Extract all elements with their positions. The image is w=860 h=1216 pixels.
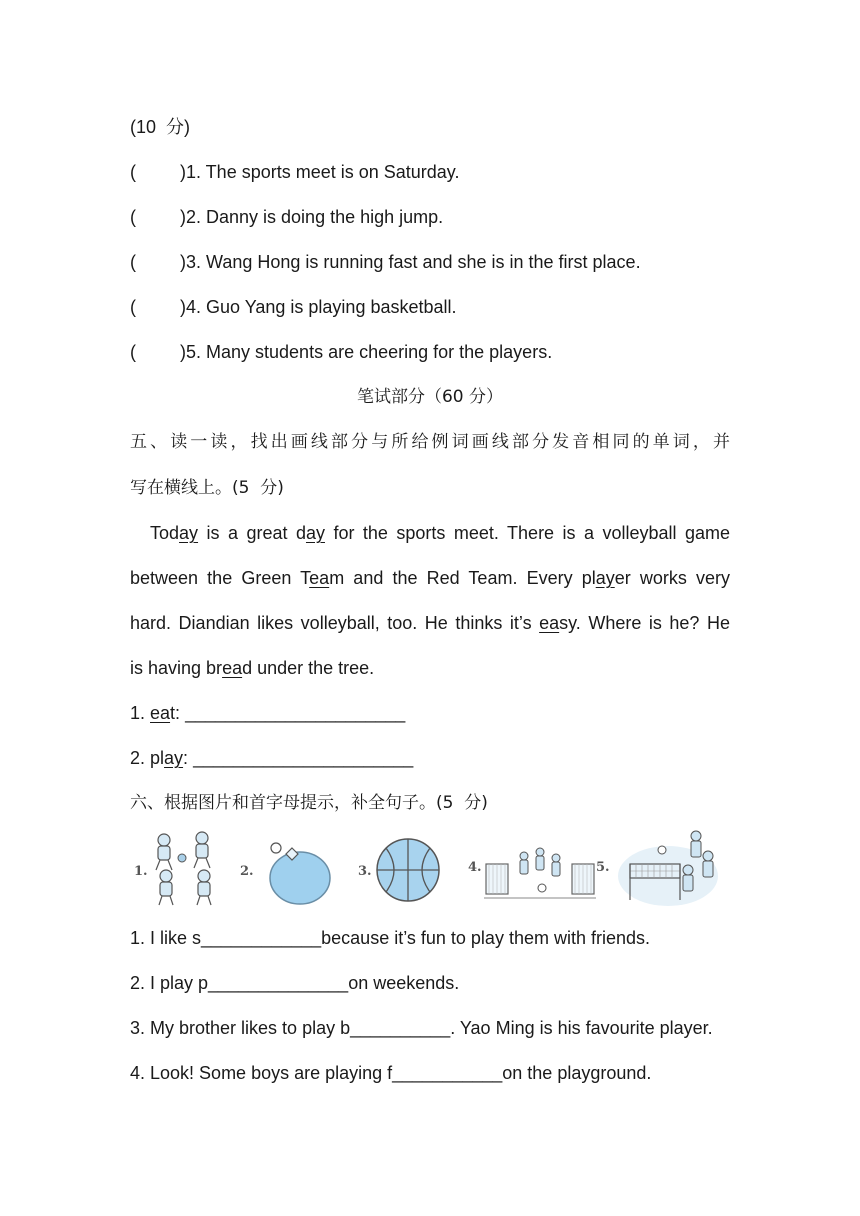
tf-item-1 — [130, 160, 459, 184]
passage-text: Tod — [150, 523, 180, 543]
underlined-letters: ay — [164, 748, 184, 768]
part5-instruction-line1: 五、读一读，找出画线部分与所给例词画线部分发音相同的单词，并 — [130, 432, 730, 452]
kids-sports-icon — [150, 828, 220, 908]
answer-word-rest: t: — [170, 703, 186, 723]
tf-statement: )3. Wang Hong is running fast and she is in the first place. — [180, 252, 641, 272]
underlined-letters: ay — [179, 523, 199, 543]
picture-3 — [356, 826, 456, 912]
basketball-icon — [374, 836, 442, 904]
sentence-4: 4. Look! Some boys are playing f___________on the playground. — [130, 1063, 652, 1083]
passage-line-1 — [150, 521, 730, 545]
underlined-letters: ea — [309, 568, 330, 588]
passage-text: sy. Where is he? He — [559, 613, 730, 633]
sentence-1: 1. I like s____________because it’s fun to play them with friends. — [130, 928, 650, 948]
answer-blank[interactable]: ______________________ — [185, 703, 406, 723]
underlined-letters: ea — [539, 613, 560, 633]
underlined-letters: ea — [222, 658, 243, 678]
part5-instruction-line2: 写在横线上。(5 分) — [130, 478, 284, 498]
picture-2 — [238, 826, 338, 912]
answer-paren[interactable]: ( — [130, 297, 136, 317]
part4-score: (10 分) — [130, 117, 191, 137]
answer-paren[interactable]: ( — [130, 342, 136, 362]
answer-number: 1. — [130, 703, 151, 723]
passage-line-3 — [130, 611, 730, 635]
written-section-title: 笔试部分（60 分） — [356, 387, 504, 407]
picture-label: 4. — [468, 860, 482, 875]
passage-line-2 — [130, 566, 730, 590]
answer-number: 2. pl — [130, 748, 165, 768]
sentence-2: 2. I play p______________on weekends. — [130, 973, 460, 993]
picture-label: 2. — [240, 864, 254, 879]
football-game-icon — [484, 842, 596, 902]
tf-statement: )4. Guo Yang is playing basketball. — [180, 297, 457, 317]
picture-row — [128, 826, 728, 912]
passage-text: m and the Red Team. Every pl — [329, 568, 596, 588]
answer-line-2 — [130, 746, 413, 770]
tf-statement: )2. Danny is doing the high jump. — [180, 207, 444, 227]
answer-line-1 — [130, 701, 405, 725]
tf-item-4 — [130, 295, 457, 319]
picture-4 — [466, 826, 596, 912]
picture-label: 1. — [134, 864, 148, 879]
answer-paren[interactable]: ( — [130, 252, 136, 272]
answer-paren[interactable]: ( — [130, 162, 136, 182]
picture-1 — [128, 826, 228, 912]
passage-text: d under the tree. — [242, 658, 375, 678]
tf-item-5 — [130, 340, 552, 364]
passage-text: is a great d — [198, 523, 306, 543]
tf-statement: )1. The sports meet is on Saturday. — [180, 162, 460, 182]
part6-instruction: 六、根据图片和首字母提示，补全句子。(5 分) — [130, 793, 488, 813]
picture-label: 3. — [358, 864, 372, 879]
passage-text: hard. Diandian likes volleyball, too. He thinks it’s — [130, 613, 540, 633]
passage-text: er works very — [614, 568, 730, 588]
picture-label: 5. — [596, 860, 610, 875]
tf-statement: )5. Many students are cheering for the players. — [180, 342, 553, 362]
passage-line-4 — [130, 656, 374, 680]
picture-5 — [594, 826, 728, 912]
passage-text: for the sports meet. There is a volleyball game — [324, 523, 731, 543]
volleyball-game-icon — [616, 826, 720, 910]
sentence-3: 3. My brother likes to play b__________. Yao Ming is his favourite player. — [130, 1018, 713, 1038]
underlined-letters: ea — [150, 703, 171, 723]
passage-text: is having br — [130, 658, 223, 678]
tf-item-2 — [130, 205, 443, 229]
underlined-letters: ay — [305, 523, 325, 543]
tf-item-3 — [130, 250, 641, 274]
passage-text: between the Green T — [130, 568, 310, 588]
answer-blank[interactable]: ______________________ — [193, 748, 414, 768]
underlined-letters: ay — [595, 568, 615, 588]
ping-pong-paddle-icon — [264, 834, 336, 906]
answer-word-rest: : — [183, 748, 194, 768]
answer-paren[interactable]: ( — [130, 207, 136, 227]
